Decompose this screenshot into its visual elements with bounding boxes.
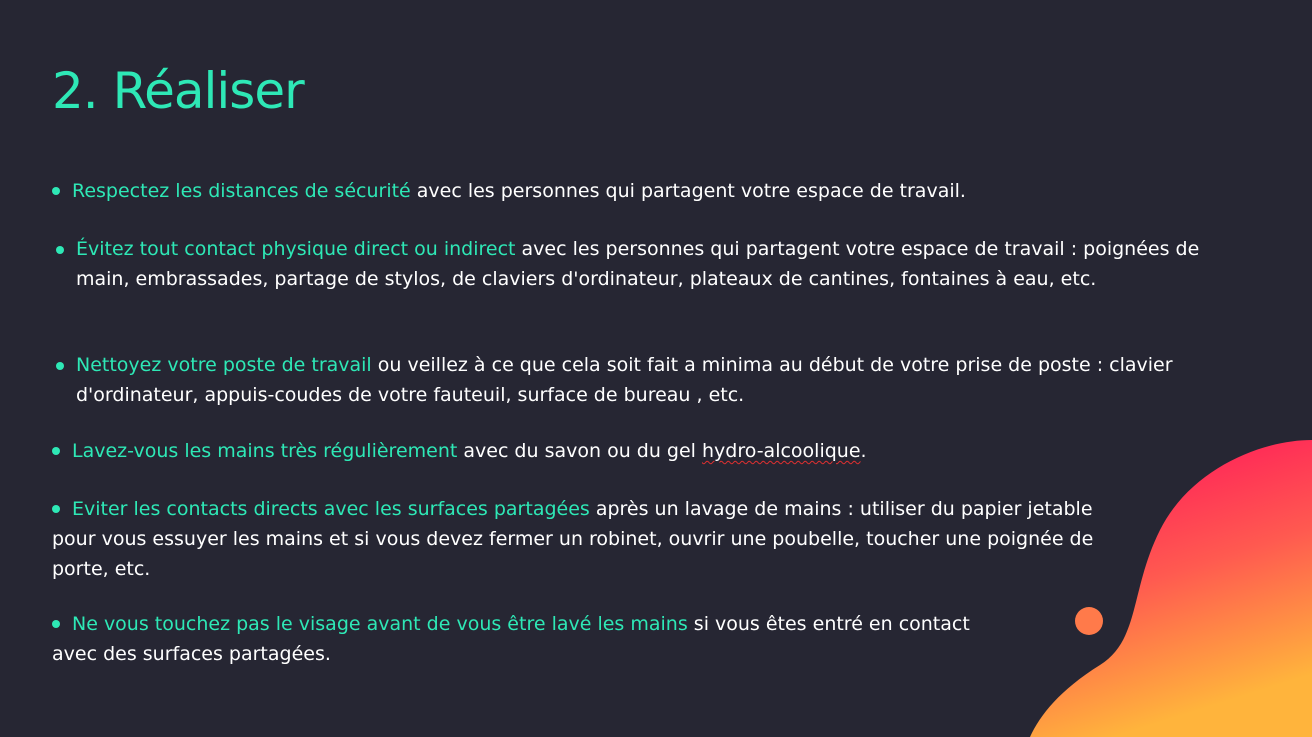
bullet-dot-icon <box>52 505 60 513</box>
bullet-item <box>52 350 1252 410</box>
bullet-highlight: Respectez les distances de sécurité <box>72 180 411 202</box>
bullet-underlined-text: hydro-alcoolique <box>701 440 861 462</box>
decorative-circle <box>1075 607 1103 635</box>
bullet-item <box>52 234 1236 294</box>
bullet-text: avec du savon ou du gel <box>457 440 702 462</box>
bullet-text: avec les personnes qui partagent votre espace de travail. <box>410 180 966 202</box>
bullet-highlight: Eviter les contacts directs avec les surfaces partagées <box>72 498 590 520</box>
bullet-highlight: Nettoyez votre poste de travail <box>76 354 372 376</box>
bullet-highlight: Ne vous touchez pas le visage avant de vous être lavé les mains <box>72 613 688 635</box>
bullet-item <box>52 609 1012 669</box>
bullet-dot-icon <box>56 246 64 254</box>
bullet-text: ou veillez à ce que cela soit fait a minima au début de votre prise de poste : clavier d'ordinateur, appuis-coudes de votre fauteuil, surface de bureau , etc. <box>76 354 1173 406</box>
bullet-dot-icon <box>56 362 64 370</box>
bullet-item <box>52 176 966 206</box>
bullet-highlight: Évitez tout contact physique direct ou indirect <box>76 238 516 260</box>
bullet-item <box>52 494 1112 584</box>
bullet-text: si vous êtes entré en contact avec des surfaces partagées. <box>52 613 970 665</box>
slide-title: 2. Réaliser <box>52 62 304 120</box>
bullet-highlight: Lavez-vous les mains très régulièrement <box>72 440 458 462</box>
bullet-text: avec les personnes qui partagent votre espace de travail : poignées de main, embrassades, partage de stylos, de claviers d'ordinateur, plateaux de cantines, fontaines à eau, etc. <box>76 238 1200 290</box>
bullet-item <box>52 436 867 466</box>
bullet-dot-icon <box>52 447 60 455</box>
bullet-text-end: . <box>860 440 867 462</box>
bullet-text: après un lavage de mains : utiliser du papier jetable pour vous essuyer les mains et si vous devez fermer un robinet, ouvrir une poubelle, toucher une poignée de porte, etc. <box>52 498 1094 580</box>
bullet-dot-icon <box>52 187 60 195</box>
bullet-dot-icon <box>52 620 60 628</box>
